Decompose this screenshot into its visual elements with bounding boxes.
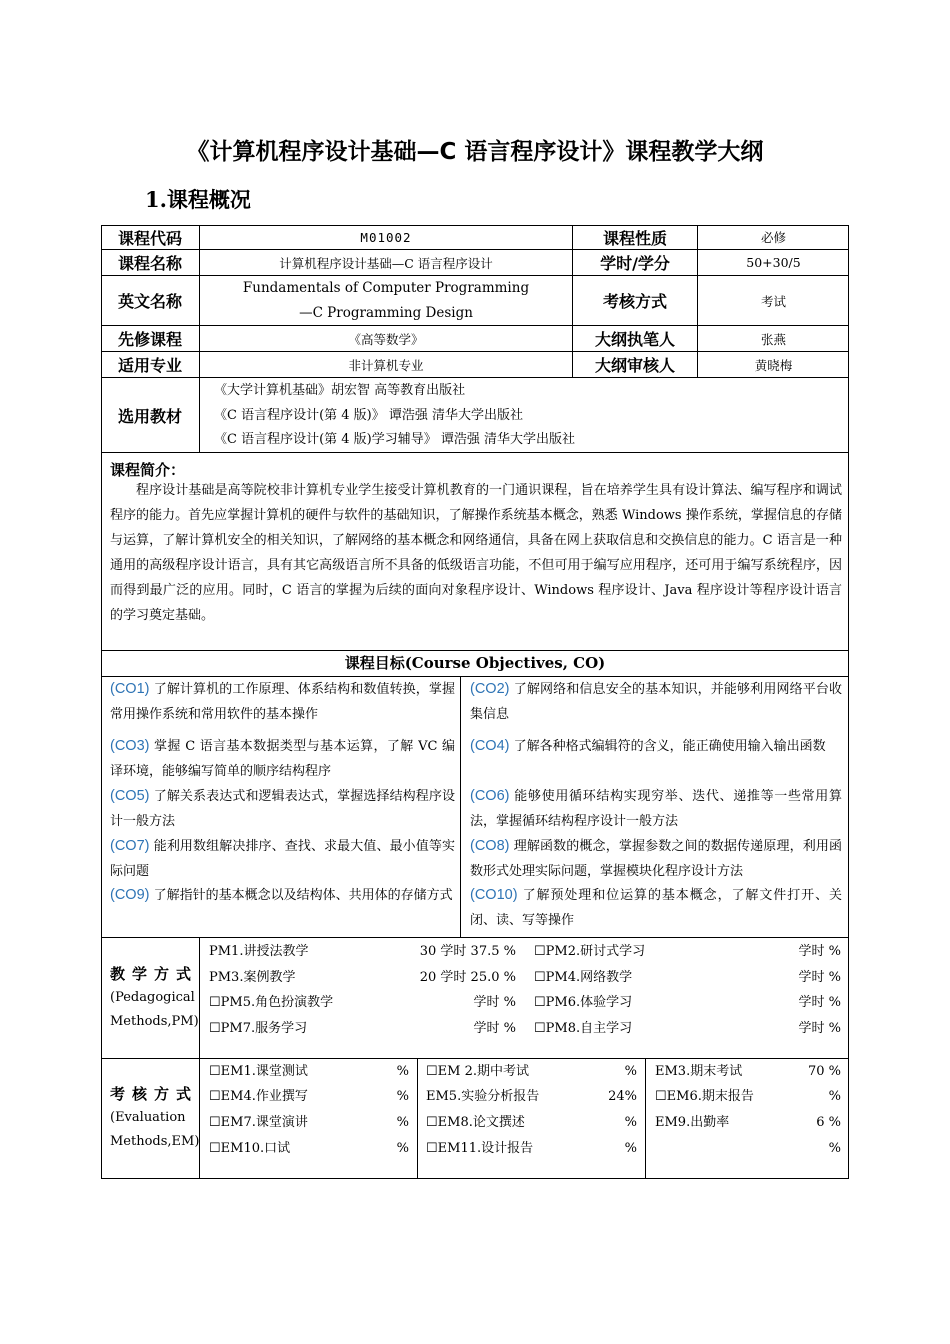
method-name: ☐EM8.论文撰述: [426, 1115, 525, 1130]
col-divider: [645, 1058, 646, 1179]
method-name: ☐PM2.研讨式学习: [534, 944, 646, 959]
eval-item-em2: [426, 1059, 637, 1084]
objective-co3: [110, 734, 455, 784]
textbook-label: 选用教材: [117, 406, 182, 426]
teaching-item-pm8: [534, 1016, 841, 1041]
objective-text: 了解各种格式编辑符的含义，能正确使用输入输出函数: [509, 739, 826, 754]
objective-tag: (CO7): [110, 838, 150, 854]
textbook-item: 《C 语言程序设计(第 4 版)学习辅导》 谭浩强 清华大学出版社: [214, 432, 576, 447]
objective-text: 了解预处理和位运算的基本概念，了解文件打开、关闭、读、写等操作: [470, 888, 842, 928]
eval-item-em6: [655, 1084, 841, 1109]
code-label: 课程代码: [117, 228, 182, 248]
method-value: 学时 %: [798, 944, 841, 959]
method-value: %: [396, 1141, 409, 1156]
page-title: 《计算机程序设计基础—C 语言程序设计》课程教学大纲: [186, 139, 764, 165]
teaching-item-pm3: [209, 965, 516, 990]
objective-text: 了解关系表达式和逻辑表达式，掌握选择结构程序设计一般方法: [110, 789, 455, 829]
evaluation-label-cn: 考核方式: [110, 1085, 199, 1103]
major-label: 适用专业: [117, 356, 182, 375]
method-value: %: [624, 1141, 637, 1156]
prereq-label: 先修课程: [117, 330, 182, 349]
objective-co5: [110, 784, 455, 834]
teaching-label-en1: (Pedagogical: [110, 990, 195, 1005]
code-value: M01002: [360, 229, 412, 245]
method-value: 学时 %: [473, 1021, 516, 1036]
objective-co10: [470, 883, 842, 933]
author-value: 张燕: [760, 331, 786, 347]
textbook-list: [214, 379, 575, 453]
objective-text: 理解函数的概念，掌握参数之间的数据传递原理，利用函数形式处理实际问题，掌握模块化程序设计方法: [470, 839, 842, 879]
section-heading: 1.课程概况: [145, 187, 251, 212]
objective-text: 掌握 C 语言基本数据类型与基本运算，了解 VC 编译环境，能够编写简单的顺序结构程序: [110, 739, 455, 779]
intro-text: 程序设计基础是高等院校非计算机专业学生接受计算机教育的一门通识课程，旨在培养学生具有设计算法、编写程序和调试程序的能力。首先应掌握计算机的硬件与软件的基础知识，了解操作系统基本概念，熟悉 Windows 操作系统，掌握信息的存储与运算，了解计算机安全的相关知识，了解网络的基本概念和网络通信，具备在网上获取信息和交换信息的能力。C 语言是一种通用的高级程序设计语言，具有其它高级语言所不具备的低级语言功能，不但可用于编写应用程序，还可用于编写系统程序，因而得到最广泛的应用。同时，C 语言的掌握为后续的面向对象程序设计、Windows 程序设计、Java 程序设计等程序设计语言的学习奠定基础。: [110, 483, 842, 623]
method-value: %: [396, 1064, 409, 1079]
objective-co7: [110, 834, 455, 884]
teaching-item-pm6: [534, 990, 841, 1015]
objective-text: 能够使用循环结构实现穷举、迭代、递推等一些常用算法，掌握循环结构程序设计一般方法: [470, 789, 842, 829]
method-name: ☐EM1.课堂测试: [209, 1064, 308, 1079]
eval-item-blank: [655, 1136, 841, 1161]
assess-value: 考试: [760, 293, 786, 309]
eval-item-em3: [655, 1059, 841, 1084]
method-value: 学时 %: [798, 1021, 841, 1036]
method-value: 24%: [608, 1089, 637, 1104]
method-value: 学时 %: [798, 995, 841, 1010]
objective-tag: (CO3): [110, 738, 150, 754]
objective-text: 了解计算机的工作原理、体系结构和数值转换，掌握常用操作系统和常用软件的基本操作: [110, 682, 455, 722]
method-name: ☐PM5.角色扮演教学: [209, 995, 334, 1010]
teaching-methods-label: [110, 962, 199, 1034]
nature-label: 课程性质: [602, 228, 667, 248]
nature-value: 必修: [760, 230, 786, 245]
method-value: 学时 %: [473, 995, 516, 1010]
eval-item-em9: [655, 1110, 841, 1135]
intro-label: 课程简介：: [110, 461, 186, 479]
row-divider: [101, 937, 849, 938]
name-label: 课程名称: [117, 254, 182, 273]
method-value: %: [828, 1089, 841, 1104]
method-value: %: [624, 1115, 637, 1130]
evaluation-label-en2: Methods,EM): [110, 1134, 200, 1149]
eval-item-em8: [426, 1110, 637, 1135]
method-name: ☐EM4.作业撰写: [209, 1089, 308, 1104]
hours-label: 学时/学分: [600, 254, 670, 273]
en-name-value: [200, 276, 572, 325]
objective-co1: [110, 677, 455, 727]
method-name: ☐EM7.课堂演讲: [209, 1115, 308, 1130]
teaching-item-pm4: [534, 965, 841, 990]
eval-item-em5: [426, 1084, 637, 1109]
objective-co2: [470, 677, 842, 727]
reviewer-label: 大纲审核人: [594, 356, 675, 375]
method-value: 6 %: [816, 1115, 841, 1130]
objective-text: 了解网络和信息安全的基本知识，并能够利用网络平台收集信息: [470, 682, 842, 722]
method-name: EM9.出勤率: [655, 1115, 730, 1130]
en-name-label: 英文名称: [117, 292, 182, 311]
author-label: 大纲执笔人: [594, 330, 675, 349]
objective-tag: (CO6): [470, 788, 510, 804]
objective-tag: (CO8): [470, 838, 510, 854]
method-name: ☐PM8.自主学习: [534, 1021, 633, 1036]
evaluation-methods-label: [110, 1082, 199, 1154]
objective-tag: (CO2): [470, 681, 510, 697]
method-value: %: [624, 1064, 637, 1079]
method-name: ☐EM6.期末报告: [655, 1089, 754, 1104]
method-value: %: [396, 1115, 409, 1130]
method-value: 30 学时 37.5 %: [419, 944, 516, 959]
objective-tag: (CO4): [470, 738, 510, 754]
objective-tag: (CO10): [470, 887, 518, 903]
eval-item-em4: [209, 1084, 409, 1109]
eval-item-em11: [426, 1136, 637, 1161]
textbook-item: 《大学计算机基础》胡宏智 高等教育出版社: [214, 383, 466, 398]
objective-tag: (CO5): [110, 788, 150, 804]
method-name: ☐PM4.网络教学: [534, 970, 633, 985]
col-divider: [460, 676, 461, 937]
teaching-label-cn: 教学方式: [110, 965, 199, 983]
method-name: EM5.实验分析报告: [426, 1089, 540, 1104]
method-name: EM3.期末考试: [655, 1064, 743, 1079]
method-name: ☐PM7.服务学习: [209, 1021, 308, 1036]
prereq-value: 《高等数学》: [348, 331, 424, 347]
method-name: PM3.案例教学: [209, 970, 296, 985]
method-name: ☐EM10.口试: [209, 1141, 291, 1156]
teaching-label-en2: Methods,PM): [110, 1014, 199, 1029]
en-name-line1: Fundamentals of Computer Programming: [242, 279, 530, 296]
method-name: PM1.讲授法教学: [209, 944, 309, 959]
teaching-item-pm7: [209, 1016, 516, 1041]
assess-label: 考核方式: [602, 292, 667, 311]
objective-co6: [470, 784, 842, 834]
objective-co9: [110, 883, 455, 908]
eval-item-em7: [209, 1110, 409, 1135]
textbook-item: 《C 语言程序设计(第 4 版)》 谭浩强 清华大学出版社: [214, 407, 524, 423]
evaluation-label-en1: (Evaluation: [110, 1110, 186, 1125]
teaching-item-pm2: [534, 939, 841, 964]
teaching-item-pm1: [209, 939, 516, 964]
method-value: 70 %: [807, 1064, 841, 1079]
method-name: ☐PM6.体验学习: [534, 995, 633, 1010]
reviewer-value: 黄晓梅: [754, 357, 793, 373]
eval-item-em1: [209, 1059, 409, 1084]
objective-text: 了解指针的基本概念以及结构体、共用体的存储方式: [149, 888, 453, 903]
major-value: 非计算机专业: [348, 357, 424, 373]
en-name-line2: —C Programming Design: [299, 304, 473, 321]
name-value: 计算机程序设计基础—C 语言程序设计: [279, 255, 493, 271]
objectives-header: 课程目标(Course Objectives, CO): [344, 654, 606, 672]
hours-value: 50+30/5: [746, 255, 801, 270]
method-name: ☐EM11.设计报告: [426, 1141, 534, 1156]
objective-tag: (CO1): [110, 681, 150, 697]
objective-co8: [470, 834, 842, 884]
objective-tag: (CO9): [110, 887, 150, 903]
objective-co4: [470, 734, 842, 759]
eval-item-em10: [209, 1136, 409, 1161]
method-name: ☐EM 2.期中考试: [426, 1064, 529, 1079]
row-divider: [101, 377, 849, 378]
method-value: 学时 %: [798, 970, 841, 985]
method-value: 20 学时 25.0 %: [419, 970, 516, 985]
teaching-item-pm5: [209, 990, 516, 1015]
method-value: %: [828, 1141, 841, 1156]
method-value: %: [396, 1089, 409, 1104]
col-divider: [417, 1058, 418, 1179]
objective-text: 能利用数组解决排序、查找、求最大值、最小值等实际问题: [110, 839, 455, 879]
